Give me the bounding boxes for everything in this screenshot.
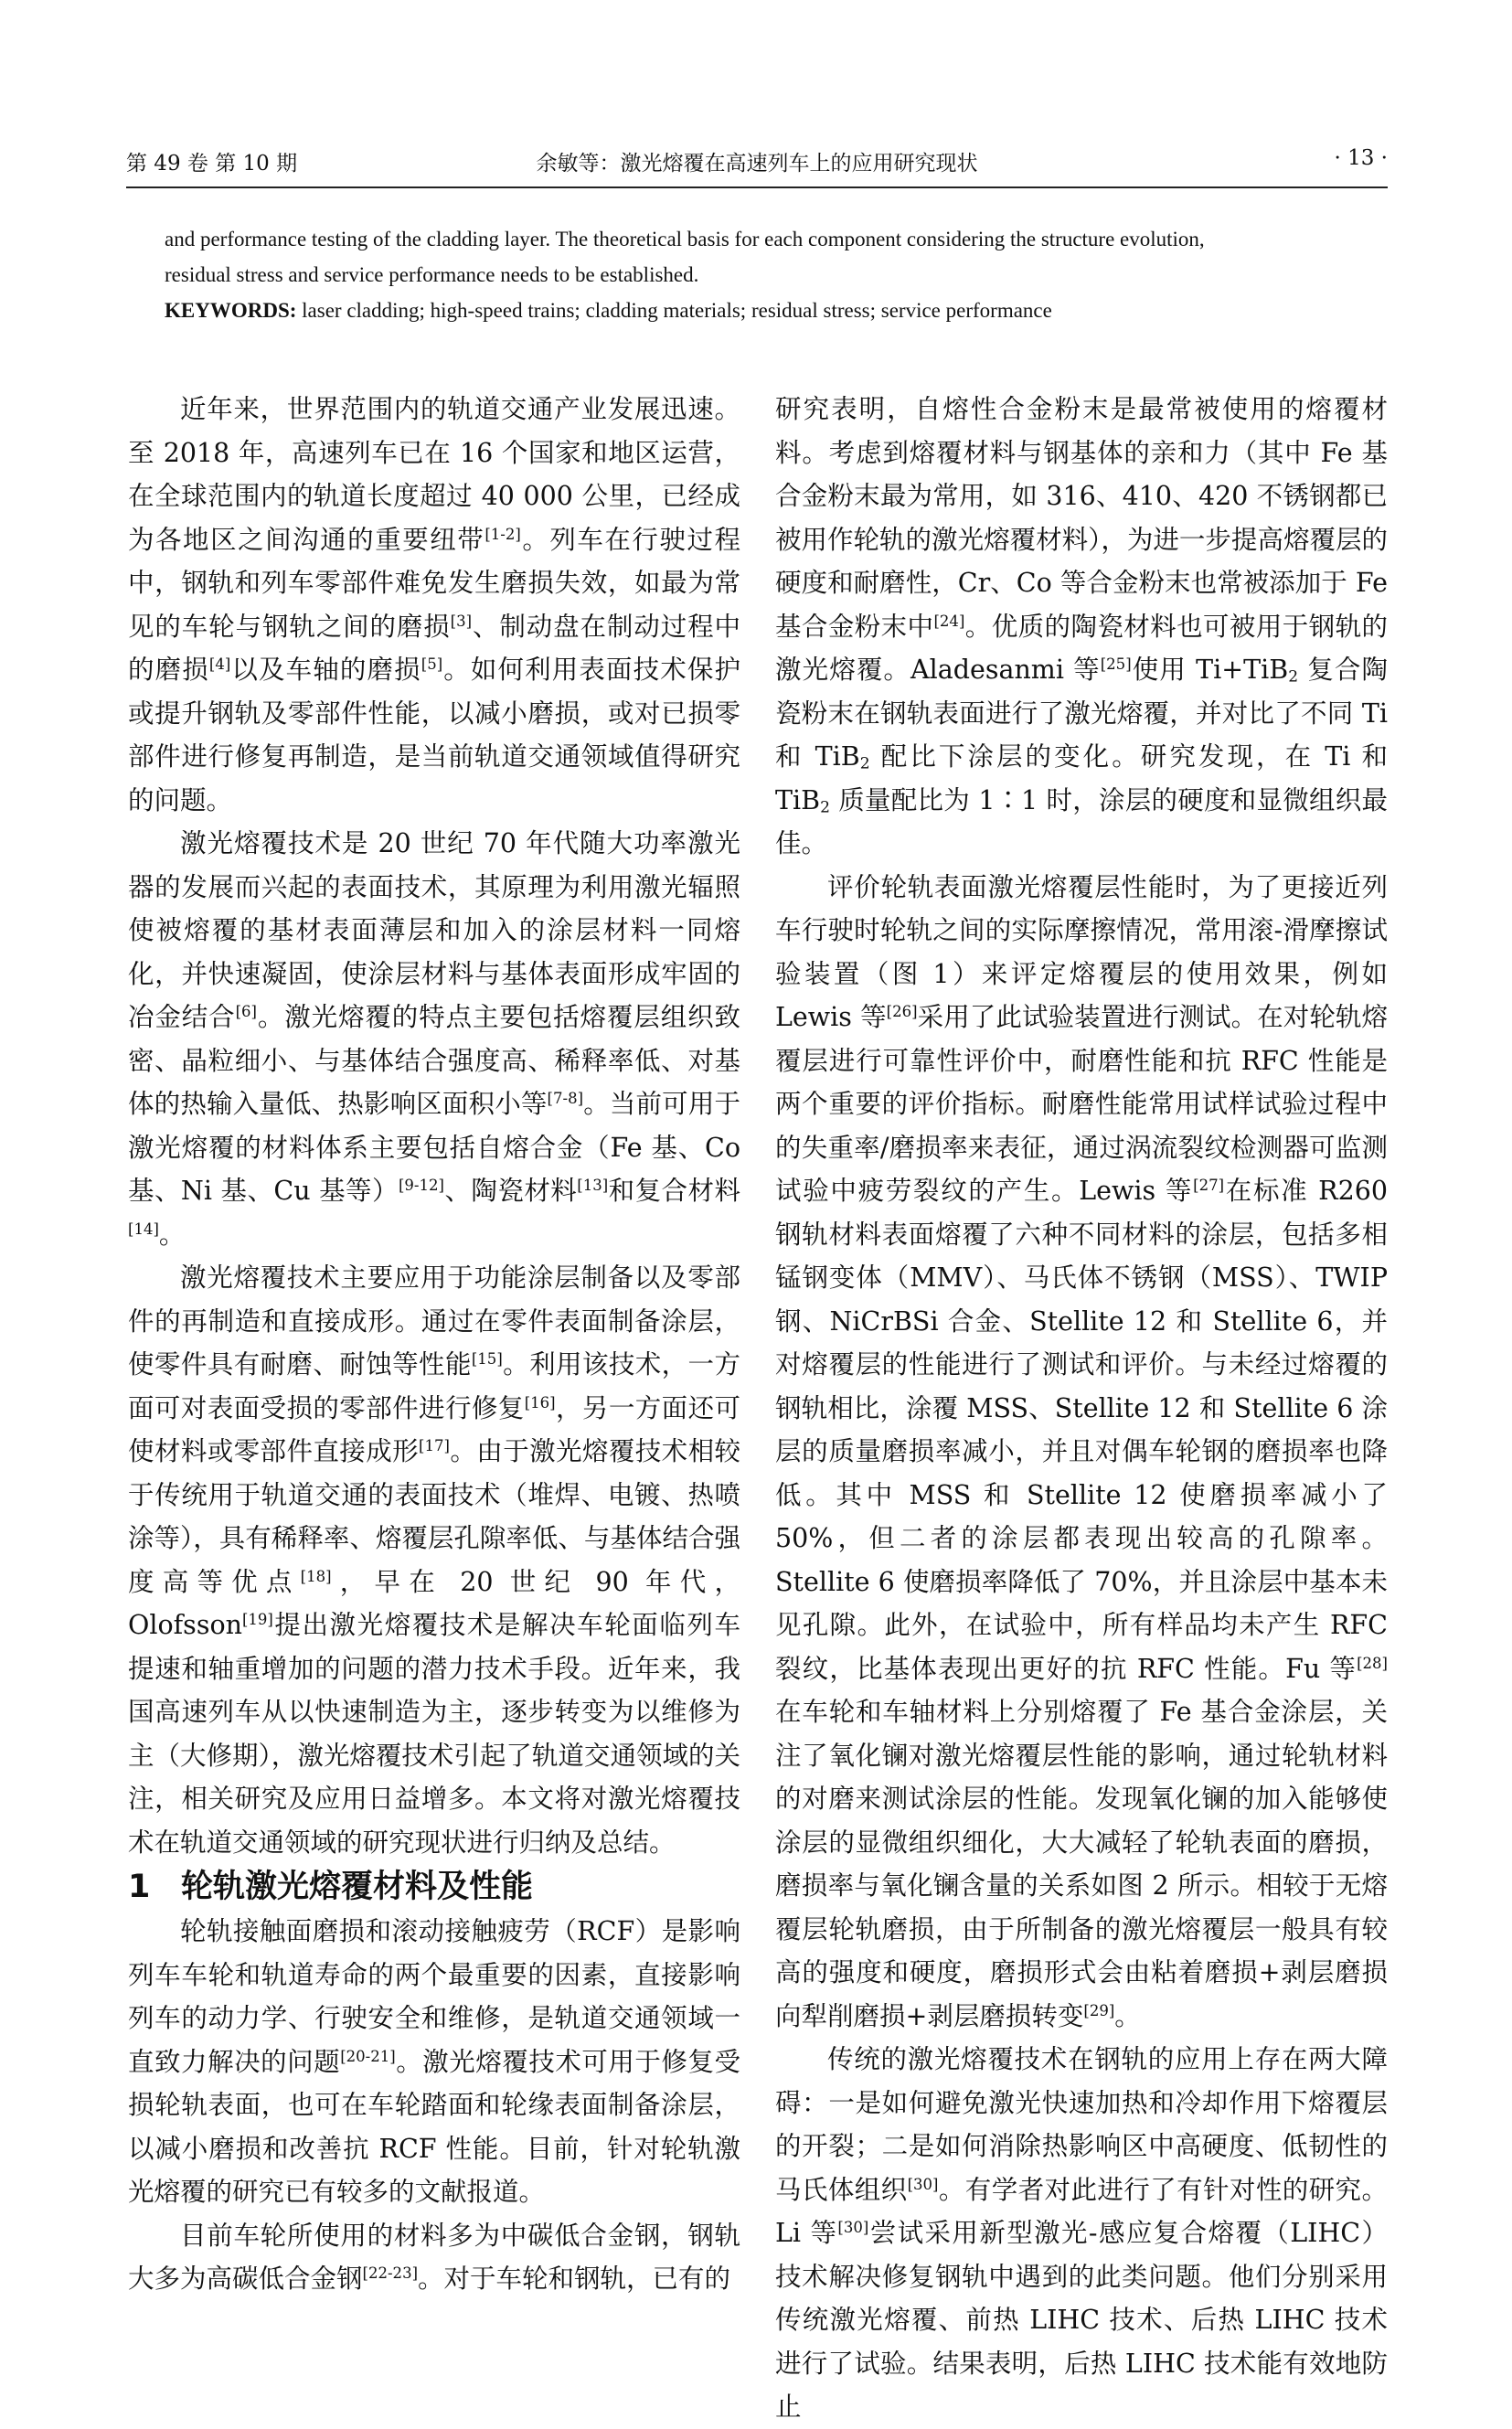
citation: [22-23]: [362, 2264, 419, 2282]
text-run: 在标准 R260 钢轨材料表面熔覆了六种不同材料的涂层，包括多相锰钢变体（MMV）、马氏体不锈钢（MSS）、TWIP 钢、NiCrBSi 合金、Stellite 12 和 Stellite 6，并对熔覆层的性能进行了测试和评价。与未经过熔覆的钢轨相比，涂覆 MSS、Stellite 12 和 Stellite 6 涂层的质量磨损率减小，并且对偶车轮钢的磨损率也降低。其中 MSS 和 Stellite 12 使磨损率减小了 50%，但二者的涂层都表现出较高的孔隙率。Stellite 6 使磨损率降低了 70%，并且涂层中基本未见孔隙。此外，在试验中，所有样品均未产生 RFC 裂纹，比基体表现出更好的抗 RFC 性能。Fu 等: [775, 1176, 1388, 1684]
citation: [26]: [886, 1002, 918, 1020]
citation: [27]: [1193, 1176, 1225, 1194]
text-run: 。当前可用于激光熔覆的材料体系主要包括自熔合金（Fe 基、Co 基、Ni 基、Cu 基等）: [128, 1089, 740, 1206]
citation: [6]: [235, 1002, 257, 1020]
subscript: 2: [1288, 667, 1299, 687]
header-rule: [126, 186, 1388, 188]
section-heading: [128, 1864, 740, 1910]
text-run: ，另一方面还可使材料或零部件直接成形: [128, 1392, 740, 1466]
text-run: 激光熔覆技术主要应用于功能涂层制备以及零部件的再制造和直接成形。通过在零件表面制备涂层，使零件具有耐磨、耐蚀等性能: [128, 1262, 740, 1380]
subscript: 2: [859, 754, 870, 773]
keywords-label: KEYWORDS:: [165, 299, 297, 322]
citation: [29]: [1083, 2001, 1115, 2019]
text-run: 。有学者对此进行了有针对性的研究。Li 等: [775, 2174, 1388, 2248]
text-run: 。利用该技术，一方面可对表面受损的零部件进行修复: [128, 1349, 740, 1423]
text-run: 。由于激光熔覆技术相较于传统用于轨道交通的表面技术（堆焊、电镀、热喷涂等），具有稀释率、熔覆层孔隙率低、与基体结合强度高等优点: [128, 1436, 740, 1597]
paragraph-evaluation: [775, 866, 1388, 2039]
text-run: 。: [1114, 2000, 1141, 2031]
keywords-text: laser cladding; high-speed trains; cladding materials; residual stress; service performance: [296, 299, 1052, 322]
paragraph-continued: [775, 388, 1388, 866]
text-run: 、陶瓷材料: [443, 1176, 578, 1206]
text-run: 和复合材料: [608, 1176, 740, 1206]
citation: [15]: [471, 1349, 503, 1368]
text-run: 近年来，世界范围内的轨道交通产业发展迅速。至 2018 年，高速列车已在 16 个国家和地区运营，在全球范围内的轨道长度超过 40 000 公里，已经成为各地区之间沟通的重要纽带: [128, 394, 740, 555]
citation: [30]: [837, 2218, 869, 2236]
paragraph-section1-2: [128, 2214, 740, 2301]
keywords: [165, 293, 1353, 328]
text-run: ，早在 20 世纪 90 年代，Olofsson: [128, 1566, 740, 1640]
text-run: 目前车轮所使用的材料多为中碳低合金钢，钢轨大多为高碳低合金钢: [128, 2220, 740, 2294]
text-run: 。列车在行驶过程中，钢轨和列车零部件难免发生磨损失效，如最为常见的车轮与钢轨之间的磨损: [128, 524, 740, 642]
citation: [25]: [1100, 655, 1132, 673]
citation: [4]: [208, 655, 231, 673]
right-column: [775, 388, 1388, 2429]
text-run: 尝试采用新型激光-感应复合熔覆（LIHC）技术解决修复钢轨中遇到的此类问题。他们分别采用传统激光熔覆、前热 LIHC 技术、后热 LIHC 技术进行了试验。结果表明，后热 LIHC 技术能有效地防止: [775, 2218, 1388, 2422]
abstract-line-1: and performance testing of the cladding layer. The theoretical basis for each component considering the structure evolution,: [165, 228, 1205, 250]
text-run: 质量配比为 1∶1 时，涂层的硬度和显微组织最佳。: [775, 784, 1388, 858]
text-run: 。激光熔覆技术可用于修复受损轮轨表面，也可在车轮踏面和轮缘表面制备涂层，以减小磨损和改善抗 RCF 性能。目前，针对轮轨激光熔覆的研究已有较多的文献报道。: [128, 2046, 740, 2207]
abstract-tail: [165, 221, 1353, 328]
text-run: 以及车轴的磨损: [230, 655, 421, 685]
text-run: 激光熔覆技术是 20 世纪 70 年代随大功率激光器的发展而兴起的表面技术，其原理为利用激光辐照使被熔覆的基材表面薄层和加入的涂层材料一同熔化，并快速凝固，使涂层材料与基体表面形成牢固的冶金结合: [128, 828, 740, 1032]
text-run: 轮轨接触面磨损和滚动接触疲劳（RCF）是影响列车车轮和轨道寿命的两个最重要的因素，直接影响列车的动力学、行驶安全和维修，是轨道交通领域一直致力解决的问题: [128, 1916, 740, 2077]
citation: [30]: [907, 2175, 939, 2193]
section-title: 轮轨激光熔覆材料及性能: [181, 1869, 534, 1905]
text-run: 使用 Ti+TiB: [1131, 655, 1289, 685]
paragraph-section1-1: [128, 1910, 740, 2214]
citation: [7-8]: [547, 1089, 584, 1107]
running-title: 余敏等：激光熔覆在高速列车上的应用研究现状: [536, 152, 978, 176]
text-run: 。对于车轮和钢轨，已有的: [418, 2264, 731, 2294]
text-run: 采用了此试验装置进行测试。在对轮轨熔覆层进行可靠性评价中，耐磨性能和抗 RFC 性能是两个重要的评价指标。耐磨性能常用试样试验过程中的失重率/磨损率来表征，通过涡流裂纹检测器可监测试验中疲劳裂纹的产生。Lewis 等: [775, 1002, 1388, 1206]
citation: [20-21]: [340, 2047, 396, 2065]
text-run: 。: [158, 1219, 186, 1250]
text-run: 配比下涂层的变化。研究发现，在 Ti 和 TiB: [775, 741, 1388, 815]
citation: [1-2]: [484, 525, 521, 543]
citation: [28]: [1357, 1654, 1388, 1672]
text-run: 在车轮和车轴材料上分别熔覆了 Fe 基合金涂层，关注了氧化镧对激光熔覆层性能的影响，通过轮轨材料的对磨来测试涂层的性能。发现氧化镧的加入能够使涂层的显微组织细化，大大减轻了轮轨表面的磨损，磨损率与氧化镧含量的关系如图 2 所示。相较于无熔覆层轮轨磨损，由于所制备的激光熔覆层一般具有较高的强度和硬度，磨损形式会由粘着磨损+剥层磨损向犁削磨损+剥层磨损转变: [775, 1697, 1388, 2031]
text-run: 研究表明，自熔性合金粉末是最常被使用的熔覆材料。考虑到熔覆材料与钢基体的亲和力（其中 Fe 基合金粉末最为常用，如 316、410、420 不锈钢都已被用作轮轨的激光熔覆材料），为进一步提高熔覆层的硬度和耐磨性，Cr、Co 等合金粉末也常被添加于 Fe 基合金粉末中: [775, 394, 1388, 642]
text-run: 复合陶瓷粉末在钢轨表面进行了激光熔覆，并对比了不同 Ti 和 TiB: [775, 655, 1388, 772]
text-run: 提出激光熔覆技术是解决车轮面临列车提速和轴重增加的问题的潜力技术手段。近年来，我国高速列车从以快速制造为主，逐步转变为以维修为主（大修期），激光熔覆技术引起了轨道交通领域的关注，相关研究及应用日益增多。本文将对激光熔覆技术在轨道交通领域的研究现状进行归纳及总结。: [128, 1610, 740, 1858]
citation: [16]: [524, 1393, 556, 1412]
paragraph-intro-3: [128, 1256, 740, 1864]
citation: [5]: [421, 655, 443, 673]
text-run: 。激光熔覆的特点主要包括熔覆层组织致密、晶粒细小、与基体结合强度高、稀释率低、对基体的热输入量低、热影响区面积小等: [128, 1002, 740, 1119]
citation: [3]: [450, 612, 473, 630]
paragraph-intro-2: [128, 822, 740, 1256]
abstract-line-2: residual stress and service performance needs to be established.: [165, 263, 699, 286]
citation: [18]: [300, 1567, 332, 1585]
citation: [9-12]: [398, 1176, 444, 1194]
text-run: 传统的激光熔覆技术在钢轨的应用上存在两大障碍：一是如何避免激光快速加热和冷却作用下熔覆层的开裂；二是如何消除热影响区中高硬度、低韧性的马氏体组织: [775, 2044, 1388, 2205]
paragraph-intro-1: [128, 388, 740, 822]
text-run: 、制动盘在制动过程中的磨损: [128, 611, 740, 685]
paragraph-obstacles: [775, 2038, 1388, 2429]
text-run: 。如何利用表面技术保护或提升钢轨及零部件性能，以减小磨损，或对已损零部件进行修复再制造，是当前轨道交通领域值得研究的问题。: [128, 655, 740, 815]
volume-issue: 第 49 卷 第 10 期: [126, 152, 298, 176]
section-number: 1: [128, 1869, 151, 1905]
citation: [14]: [128, 1220, 159, 1238]
left-column: [128, 388, 740, 2301]
citation: [17]: [419, 1436, 450, 1454]
citation: [13]: [577, 1176, 609, 1194]
citation: [19]: [241, 1610, 273, 1628]
citation: [24]: [933, 612, 965, 630]
subscript: 2: [820, 797, 830, 816]
running-header: [126, 146, 1388, 183]
text-run: 评价轮轨表面激光熔覆层性能时，为了更接近列车行驶时轮轨之间的实际摩擦情况，常用滚-滑摩擦试验装置（图 1）来评定熔覆层的使用效果，例如 Lewis 等: [775, 871, 1388, 1032]
page-number: · 13 ·: [1334, 146, 1388, 170]
text-run: 。优质的陶瓷材料也可被用于钢轨的激光熔覆。Aladesanmi 等: [775, 611, 1388, 685]
